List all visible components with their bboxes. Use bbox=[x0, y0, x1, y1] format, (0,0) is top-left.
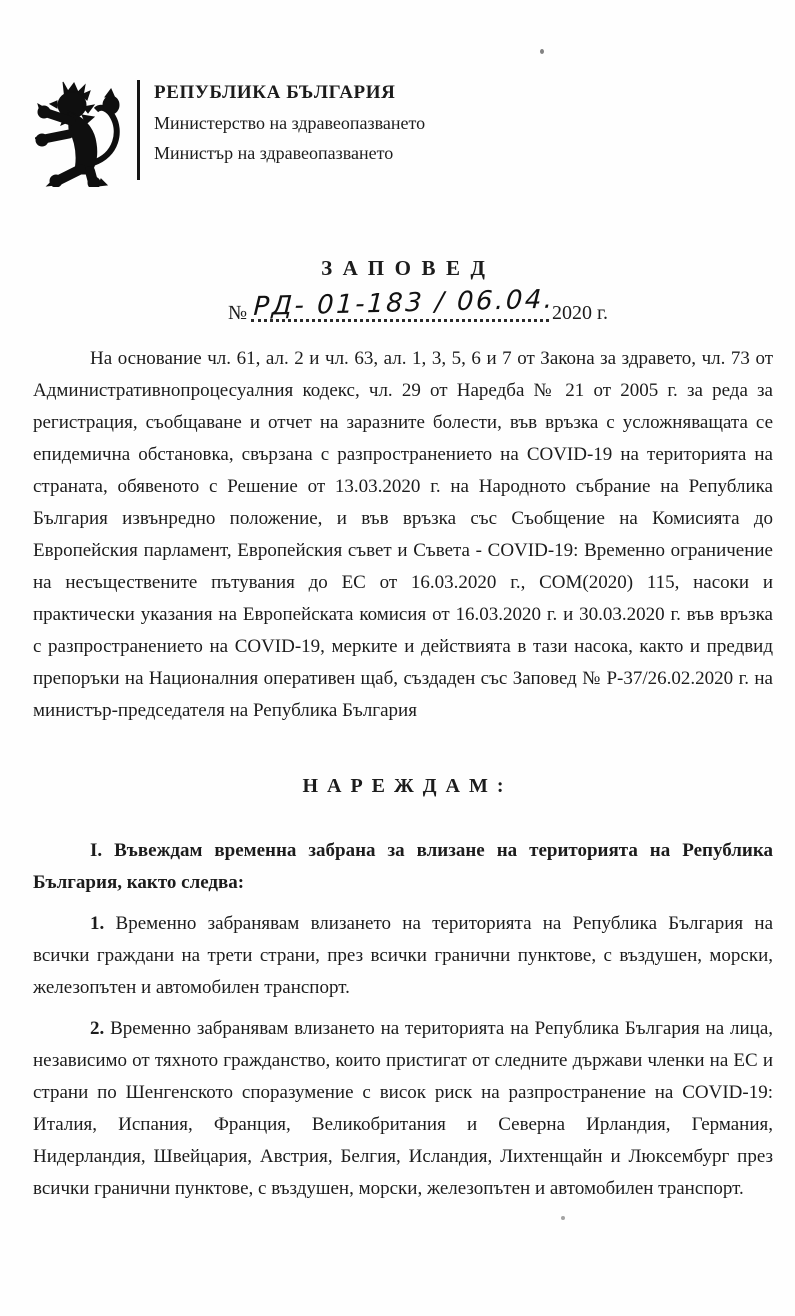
republic-title: РЕПУБЛИКА БЪЛГАРИЯ bbox=[154, 82, 396, 103]
ministry-name: Министерство на здравеопазването bbox=[154, 113, 426, 133]
letterhead bbox=[33, 78, 773, 190]
command-heading: НАРЕЖДАМ: bbox=[302, 775, 513, 797]
item-number: 1. bbox=[90, 913, 105, 934]
letterhead-divider bbox=[137, 80, 140, 180]
section-heading-1 bbox=[33, 835, 773, 899]
number-sign: № bbox=[228, 302, 248, 324]
order-year: 2020 г. bbox=[552, 302, 608, 324]
section-number: I. bbox=[90, 840, 103, 861]
scan-speck bbox=[540, 49, 544, 54]
coat-of-arms-lion-icon bbox=[33, 78, 129, 190]
item-text: Временно забранявам влизането на територията на Република България на лица, независимо от тяхното гражданство, които пристигат от следните държави членки на ЕС и страни по Шенгенското споразумение с висок риск на разпространение на COVID-19: Италия, Испания, Франция, Великобритания и Северна Ирландия, Германия, Нидерландия, Швейцария, Австрия, Белгия, Исландия, Лихтенщайн и Люксембург през всички гранични пунктове, с въздушен, морски, железопътен и автомобилен транспорт. bbox=[33, 1018, 774, 1199]
item-number: 2. bbox=[90, 1018, 105, 1039]
scan-speck bbox=[561, 1216, 565, 1220]
dotted-leader-line bbox=[251, 284, 556, 323]
order-item-1 bbox=[33, 908, 773, 1004]
order-number-line bbox=[228, 284, 608, 325]
order-title: ЗАПОВЕД bbox=[321, 256, 496, 280]
letterhead-text bbox=[154, 78, 425, 190]
preamble-paragraph: На основание чл. 61, ал. 2 и чл. 63, ал. 1, 3, 5, 6 и 7 от Закона за здравето, чл. 73 от Административнопроцесуалния кодекс, чл. 29 от Наредба № 21 от 2005 г. за реда за регистрация, съобщаване и отчет на заразните болести, във връзка с усложняващата се епидемична обстановка, свързана с разпространението на COVID-19 на територията на страната, обявеното с Решение от 13.03.2020 г. на Народното събрание на Република България извънредно положение, и във връзка със Съобщение на Комисията до Европейския парламент, Европейския съвет и Съвета - COVID-19: Временно ограничение на несъществените пътувания до ЕС от 16.03.2020 г., COM(2020) 115, насоки и практически указания на Европейската комисия от 16.03.2020 г. и 30.03.2020 г. във връзка с разпространението на COVID-19, мерките и действията в тази насока, както и предвид препоръки на Националния оперативен щаб, създаден със Заповед № Р-37/26.02.2020 г. на министър-председателя на Република България bbox=[33, 348, 773, 721]
handwritten-order-number: РД- 01-183 / 06.04. bbox=[252, 284, 556, 323]
item-text: Временно забранявам влизането на територията на Република България на всички граждани на трети страни, през всички гранични пунктове, с въздушен, морски, железопътен и автомобилен транспорт. bbox=[33, 913, 773, 998]
minister-title: Министър на здравеопазването bbox=[154, 143, 394, 163]
order-item-2 bbox=[33, 1013, 773, 1205]
section-text: Въвеждам временна забрана за влизане на територията на Република България, както следва: bbox=[33, 840, 773, 893]
